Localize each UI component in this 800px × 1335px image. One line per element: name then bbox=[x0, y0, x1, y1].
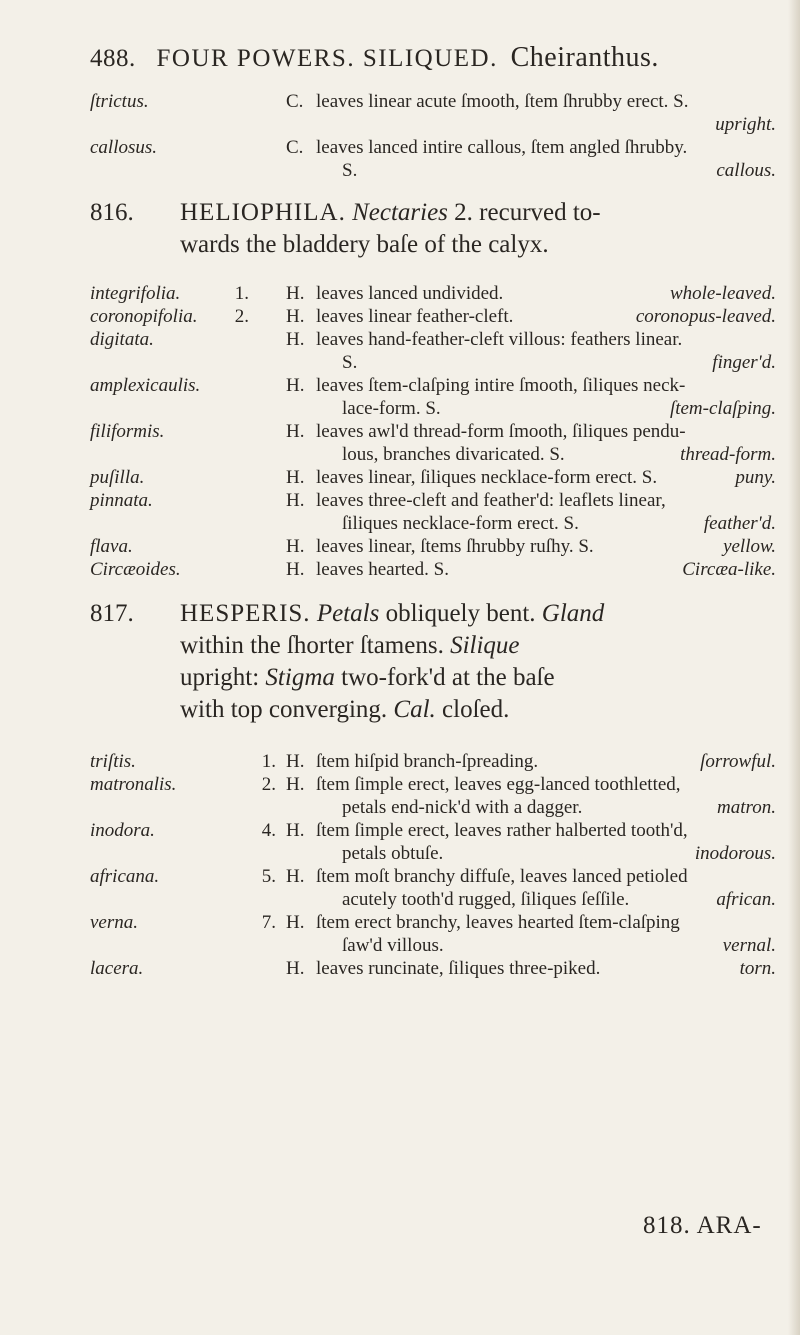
species-name: inodora. bbox=[90, 820, 155, 841]
genus-part: Stigma bbox=[265, 664, 335, 691]
genus-character: with top converging. bbox=[180, 696, 388, 723]
english-name: Circæa-like. bbox=[682, 559, 776, 580]
english-name: matron. bbox=[717, 797, 776, 818]
genus-abbrev: H. bbox=[286, 866, 305, 887]
species-name: pinnata. bbox=[90, 490, 153, 511]
species-name: africana. bbox=[90, 866, 160, 887]
genus-abbrev: H. bbox=[286, 283, 305, 304]
species-description: leaves awl'd thread-form ſmooth, ſiliques pendu- bbox=[316, 421, 686, 442]
species-description: ſtem hiſpid branch-ſpreading. bbox=[316, 751, 539, 772]
genus-character: obliquely bent. bbox=[385, 600, 536, 627]
species-name: matronalis. bbox=[90, 774, 177, 795]
genus-abbrev: H. bbox=[286, 536, 305, 557]
genus-abbrev: H. bbox=[286, 490, 305, 511]
species-description: ſaw'd villous. bbox=[342, 935, 444, 956]
english-name: vernal. bbox=[722, 935, 776, 956]
english-name: ſtem-claſping. bbox=[669, 398, 776, 419]
genus-heading bbox=[90, 197, 780, 261]
genus-character: upright: bbox=[180, 664, 260, 691]
species-entry bbox=[90, 328, 780, 374]
genus-part: Gland bbox=[541, 600, 605, 627]
genus-abbrev: H. bbox=[286, 375, 305, 396]
genus-abbrev: H. bbox=[286, 774, 305, 795]
species-number: 2. bbox=[234, 306, 249, 327]
english-name: upright. bbox=[715, 114, 776, 135]
species-number: 7. bbox=[261, 912, 276, 933]
species-description: ſiliques necklace-form erect. S. bbox=[342, 513, 579, 534]
species-name: puſilla. bbox=[90, 467, 145, 488]
genus-abbrev: H. bbox=[286, 751, 305, 772]
genus-part: Cal. bbox=[393, 696, 436, 723]
genus-abbrev: H. bbox=[286, 820, 305, 841]
genus-name: HESPERIS. bbox=[180, 600, 311, 627]
species-description: leaves linear, ſiliques necklace-form erect. S. bbox=[316, 467, 658, 488]
genus-character: two-fork'd at the baſe bbox=[341, 664, 555, 691]
species-name: callosus. bbox=[90, 137, 158, 158]
species-description: ſtem ſimple erect, leaves rather halberted tooth'd, bbox=[316, 820, 688, 841]
species-entry bbox=[90, 466, 780, 489]
species-name: flava. bbox=[90, 536, 133, 557]
species-description: leaves linear acute ſmooth, ſtem ſhrubby erect. S. bbox=[316, 91, 689, 112]
genus-heading bbox=[90, 598, 780, 728]
species-number: 4. bbox=[261, 820, 276, 841]
species-name: triſtis. bbox=[90, 751, 136, 772]
species-description: leaves lanced undivided. bbox=[316, 283, 504, 304]
species-name: ſtrictus. bbox=[90, 91, 149, 112]
species-description: leaves linear, ſtems ſhrubby ruſhy. S. bbox=[316, 536, 594, 557]
species-entry bbox=[90, 911, 780, 957]
species-description: leaves linear feather-cleft. bbox=[316, 306, 514, 327]
running-genus: Cheiranthus. bbox=[510, 42, 659, 73]
english-name: feather'd. bbox=[703, 513, 776, 534]
genus-character-line: wards the bladdery baſe of the calyx. bbox=[180, 231, 549, 258]
english-name: thread-form. bbox=[680, 444, 776, 465]
species-number: 2. bbox=[261, 774, 276, 795]
species-description: ſtem erect branchy, leaves hearted ſtem-claſping bbox=[316, 912, 680, 933]
species-description: petals end-nick'd with a dagger. bbox=[342, 797, 583, 818]
genus-abbrev: H. bbox=[286, 467, 305, 488]
species-description: leaves hand-feather-cleft villous: feathers linear. bbox=[316, 329, 683, 350]
genus-abbrev: C. bbox=[286, 137, 304, 158]
genus-abbrev: H. bbox=[286, 912, 305, 933]
running-title: FOUR POWERS. SILIQUED. bbox=[156, 45, 498, 72]
species-name: amplexicaulis. bbox=[90, 375, 201, 396]
page-edge bbox=[788, 0, 800, 1335]
species-entry bbox=[90, 90, 780, 136]
species-description: leaves lanced intire callous, ſtem angled ſhrubby. bbox=[316, 137, 688, 158]
genus-abbrev: H. bbox=[286, 559, 305, 580]
genus-character: 2. recurved to- bbox=[454, 199, 601, 226]
genus-number: 817. bbox=[90, 600, 134, 627]
english-name: whole-leaved. bbox=[669, 283, 776, 304]
species-name: verna. bbox=[90, 912, 139, 933]
species-entry bbox=[90, 305, 780, 328]
english-name: finger'd. bbox=[712, 352, 776, 373]
species-description: lous, branches divaricated. S. bbox=[342, 444, 565, 465]
species-name: integrifolia. bbox=[90, 283, 181, 304]
species-description: lace-form. S. bbox=[342, 398, 441, 419]
species-description: leaves runcinate, ſiliques three-piked. bbox=[316, 958, 601, 979]
species-entry bbox=[90, 750, 780, 773]
species-description: leaves ſtem-claſping intire ſmooth, ſiliques neck- bbox=[316, 375, 686, 396]
species-description: leaves hearted. S. bbox=[316, 559, 449, 580]
species-entry bbox=[90, 535, 780, 558]
genus-name: HELIOPHILA. bbox=[180, 199, 346, 226]
english-name: inodorous. bbox=[694, 843, 776, 864]
species-name: Circæoides. bbox=[90, 559, 181, 580]
species-description: petals obtuſe. bbox=[342, 843, 444, 864]
species-number: 1. bbox=[261, 751, 276, 772]
genus-abbrev: H. bbox=[286, 958, 305, 979]
species-entry bbox=[90, 420, 780, 466]
species-description: leaves three-cleft and feather'd: leaflets linear, bbox=[316, 490, 666, 511]
species-entry bbox=[90, 489, 780, 535]
english-name: puny. bbox=[735, 467, 776, 488]
species-name: filiformis. bbox=[90, 421, 165, 442]
species-number: 5. bbox=[261, 866, 276, 887]
genus-part: Silique bbox=[450, 632, 520, 659]
species-entry bbox=[90, 136, 780, 182]
species-entry bbox=[90, 374, 780, 420]
species-entry bbox=[90, 773, 780, 819]
species-name: digitata. bbox=[90, 329, 154, 350]
species-entry bbox=[90, 865, 780, 911]
page-number: 488. bbox=[90, 45, 136, 72]
catchword: 818. ARA- bbox=[643, 1212, 762, 1239]
genus-part: Nectaries bbox=[352, 199, 448, 226]
genus-character: cloſed. bbox=[442, 696, 510, 723]
english-name: african. bbox=[716, 889, 776, 910]
genus-part: Petals bbox=[316, 600, 380, 627]
species-entry bbox=[90, 957, 780, 980]
species-description: ſtem moſt branchy diffuſe, leaves lanced petioled bbox=[316, 866, 688, 887]
species-entry bbox=[90, 282, 780, 305]
english-name: torn. bbox=[739, 958, 776, 979]
english-name: ſorrowful. bbox=[700, 751, 776, 772]
species-description: acutely tooth'd rugged, ſiliques ſeſſile. bbox=[342, 889, 630, 910]
english-name: yellow. bbox=[723, 536, 776, 557]
genus-abbrev: H. bbox=[286, 329, 305, 350]
genus-abbrev: H. bbox=[286, 306, 305, 327]
species-number: 1. bbox=[234, 283, 249, 304]
species-name: coronopifolia. bbox=[90, 306, 198, 327]
genus-character: within the ſhorter ſtamens. bbox=[180, 632, 444, 659]
species-entry bbox=[90, 819, 780, 865]
genus-number: 816. bbox=[90, 199, 134, 226]
genus-abbrev: C. bbox=[286, 91, 304, 112]
species-description: ſtem ſimple erect, leaves egg-lanced toothletted, bbox=[316, 774, 681, 795]
species-entry bbox=[90, 558, 780, 581]
running-header bbox=[90, 42, 780, 74]
species-name: lacera. bbox=[90, 958, 144, 979]
habitat-mark: S. bbox=[342, 160, 358, 181]
english-name: callous. bbox=[716, 160, 776, 181]
genus-abbrev: H. bbox=[286, 421, 305, 442]
species-description: S. bbox=[342, 352, 358, 373]
english-name: coronopus-leaved. bbox=[635, 306, 776, 327]
